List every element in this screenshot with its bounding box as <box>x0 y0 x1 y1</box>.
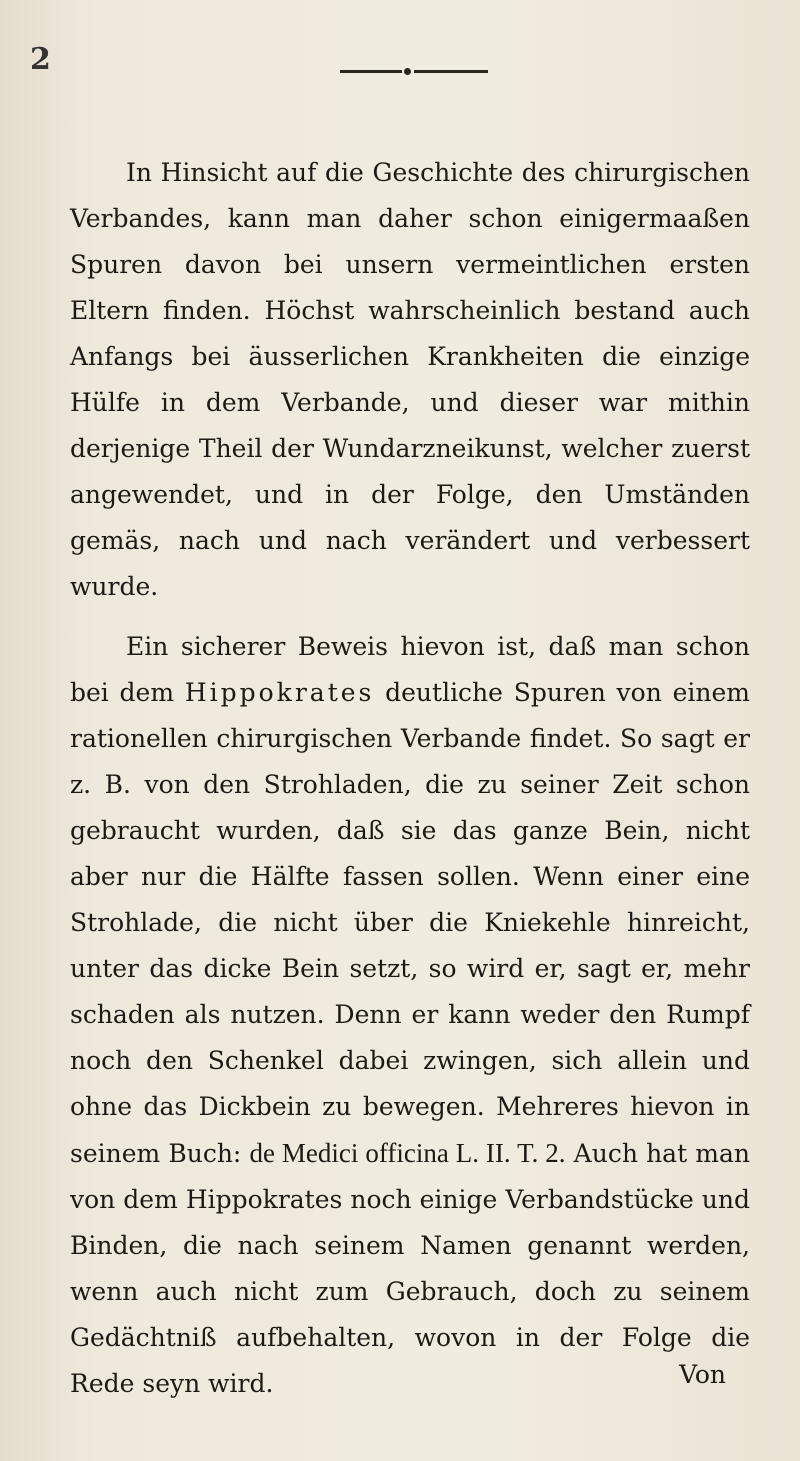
paragraph-2 <box>70 624 750 1407</box>
paragraph-2-body: deutliche Spuren von einem rationellen chirurgischen Verbande findet. So sagt er z. B. von den Strohladen, die zu seiner Zeit schon gebraucht wurden, daß sie das ganze Bein, nicht aber nur die Hälfte fassen sollen. Wenn einer eine Strohlade, die nicht über die Kniekehle hinreicht, unter das dicke Bein setzt, so wird er, sagt er, mehr schaden als nutzen. Denn er kann weder den Rumpf noch den Schenkel dabei zwingen, sich allein und ohne das Dickbein zu bewegen. Mehreres hievon in seinem Buch: <box>70 678 750 1168</box>
body-text <box>70 150 750 1407</box>
ornament-dot <box>404 68 411 75</box>
paragraph-2-intro: Ein sicherer Beweis hievon ist, daß man schon bei dem <box>70 632 750 707</box>
author-name-hippokrates: Hippokrates <box>184 678 375 707</box>
page-number: 2 <box>30 42 51 77</box>
catchword: Von <box>679 1360 726 1389</box>
latin-citation: de Medici officina L. II. T. 2. <box>249 1138 566 1168</box>
paragraph-2-end: Auch hat man von dem Hippokrates noch einige Verbandstücke und Binden, die nach seinem Namen genannt werden, wenn auch nicht zum Gebrauch, doch zu seinem Gedächtniß aufbehalten, wovon in der Folge die Rede seyn wird. <box>70 1139 750 1398</box>
paragraph-1: In Hinsicht auf die Geschichte des chirurgischen Verbandes, kann man daher schon einigermaaßen Spuren davon bei unsern vermeintlichen ersten Eltern finden. Höchst wahrscheinlich bestand auch Anfangs bei äusserlichen Krankheiten die einzige Hülfe in dem Verbande, und dieser war mithin derjenige Theil der Wundarzneikunst, welcher zuerst angewendet, und in der Folge, den Umständen gemäs, nach und nach verändert und verbessert wurde. <box>70 158 750 601</box>
header-ornament <box>340 68 488 74</box>
ornament-rule-right <box>414 70 488 73</box>
ornament-rule-left <box>340 70 402 73</box>
